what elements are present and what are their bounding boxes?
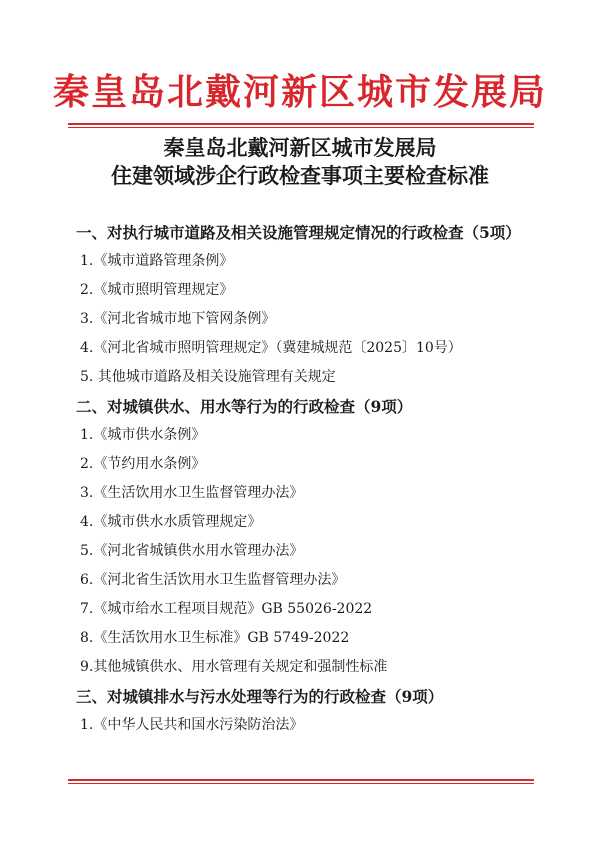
section-heading-2: 二、对城镇供水、用水等行为的行政检查（9项）	[76, 397, 413, 416]
section-heading-1: 一、对执行城市道路及相关设施管理规定情况的行政检查（5项）	[76, 223, 521, 242]
list-item: 3.《生活饮用水卫生监督管理办法》	[80, 485, 304, 501]
list-item: 1.《城市道路管理条例》	[80, 253, 234, 269]
document-title-line-2: 住建领域涉企行政检查事项主要检查标准	[111, 163, 489, 188]
list-item: 4.《河北省城市照明管理规定》（冀建城规范〔2025〕10号）	[80, 340, 462, 356]
document-title	[0, 134, 600, 190]
letterhead-org-name: 秦皇岛北戴河新区城市发展局	[52, 71, 547, 113]
list-item: 9.其他城镇供水、用水管理有关规定和强制性标准	[80, 659, 388, 675]
list-item: 1.《中华人民共和国水污染防治法》	[80, 717, 304, 733]
letterhead-divider-thick	[68, 123, 534, 125]
list-item: 5.《河北省城镇供水用水管理办法》	[80, 543, 304, 559]
document-body	[76, 218, 550, 740]
list-item: 2.《节约用水条例》	[80, 456, 206, 472]
section-heading-3: 三、对城镇排水与污水处理等行为的行政检查（9项）	[76, 687, 444, 706]
list-item: 4.《城市供水水质管理规定》	[80, 514, 262, 530]
list-item: 2.《城市照明管理规定》	[80, 282, 234, 298]
list-item: 5. 其他城市道路及相关设施管理有关规定	[80, 369, 336, 385]
list-item: 7.《城市给水工程项目规范》GB 55026-2022	[80, 601, 373, 617]
list-item: 1.《城市供水条例》	[80, 427, 206, 443]
document-title-line-1: 秦皇岛北戴河新区城市发展局	[163, 135, 437, 160]
footer-divider-thin	[68, 783, 534, 784]
list-item: 6.《河北省生活饮用水卫生监督管理办法》	[80, 572, 346, 588]
list-item: 3.《河北省城市地下管网条例》	[80, 311, 276, 327]
letterhead-divider-thin	[68, 127, 534, 128]
list-item: 8.《生活饮用水卫生标准》GB 5749-2022	[80, 630, 350, 646]
footer-divider-thick	[68, 779, 534, 781]
